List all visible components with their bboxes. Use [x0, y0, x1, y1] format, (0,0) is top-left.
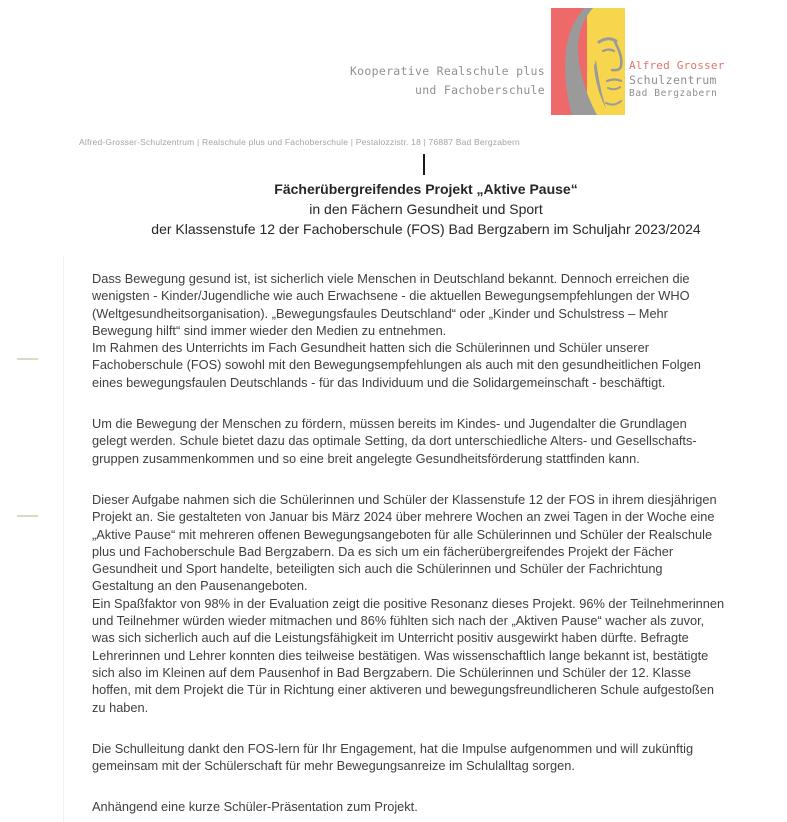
body-line: Dieser Aufgabe nahmen sich die Schülerinnen und Schüler der Klassenstufe 12 der FOS in ihrem diesjährigen	[92, 491, 717, 507]
body-line: Lehrerinnen und Lehrer konnten dies teilweise bestätigen. Was wissenschaftlich lange bekannt ist, bestätigte	[92, 647, 709, 663]
school-type-line2: und Fachoberschule	[414, 83, 545, 97]
paragraph-4	[92, 740, 752, 775]
title-line2: in den Fächern Gesundheit und Sport	[309, 201, 543, 217]
body-line: gelegt werden. Schule bietet dazu das optimale Setting, da dort unterschiedliche Alters- und Gesellschafts-	[92, 433, 697, 449]
school-name-line2: Schulzentrum	[629, 73, 717, 87]
paragraph-5	[92, 798, 752, 815]
fold-mark-upper	[17, 358, 38, 360]
body-line: hoffen, mit dem Projekt die Tür in Richtung einer aktiveren und bewegungsfreundlicheren Schule aufgestoßen	[92, 682, 714, 698]
body-line: Ein Spaßfaktor von 98% in der Evaluation zeigt die positive Resonanz dieses Projekt. 96% der Teilnehmerinnen	[92, 595, 725, 611]
body-line: Fachoberschule (FOS) sowohl mit den Bewegungsempfehlungen als auch mit den gesundheitlichen Folgen	[92, 357, 701, 373]
body-line: gruppen zusammenkommen und so eine breit angelegte Gesundheitsförderung stattfinden kann.	[92, 450, 640, 466]
document-title	[65, 179, 787, 239]
body-line: und Teilnehmer würden wieder mitmachen und 86% fühlten sich nach der „Aktiven Pause“ wacher als zuvor,	[92, 613, 705, 629]
paragraph-2	[92, 415, 752, 467]
body-line: Gestaltung an den Pausenangeboten.	[92, 578, 308, 594]
paragraph-1	[92, 270, 752, 391]
paragraph-3	[92, 491, 752, 716]
title-line3: der Klassenstufe 12 der Fachoberschule (FOS) Bad Bergzabern im Schuljahr 2023/2024	[151, 221, 701, 237]
body-line: Gesundheit und Sport handelte, beteiligten sich auch die Schülerinnen und Schüler der Fachrichtung	[92, 561, 663, 577]
letter-body	[92, 270, 752, 816]
body-line: wenigsten - Kinder/Jugendliche wie auch Erwachsene - die aktuellen Bewegungsempfehlungen der WHO	[92, 288, 690, 304]
body-line: Anhängend eine kurze Schüler-Präsentation zum Projekt.	[92, 799, 418, 815]
school-name-block	[629, 59, 725, 100]
body-line: zu haben.	[92, 699, 149, 715]
body-line: Um die Bewegung der Menschen zu fördern, müssen bereits im Kindes- und Jugendalter die Grundlagen	[92, 416, 687, 432]
body-line: Projekt an. Sie gestalteten von Januar bis März 2024 über mehrere Wochen an zwei Tagen in der Woche eine	[92, 509, 715, 525]
fold-mark-center	[423, 154, 425, 175]
school-logo-icon	[551, 8, 625, 115]
fold-mark-lower	[17, 515, 38, 517]
body-line: Dass Bewegung gesund ist, ist sicherlich viele Menschen in Deutschland bekannt. Dennoch erreichen die	[92, 271, 690, 286]
body-line: plus und Fachoberschule Bad Bergzabern. Da es sich um ein fächerübergreifendes Projekt der Fächer	[92, 543, 674, 559]
body-line: (Weltgesundheitsorganisation). „Bewegungsfaules Deutschland“ oder „Kinder und Schulstress – Mehr	[92, 305, 668, 321]
school-name-line3: Bad Bergzabern	[629, 88, 718, 99]
body-line: Im Rahmen des Unterrichts im Fach Gesundheit hatten sich die Schülerinnen und Schüler unserer	[92, 340, 649, 356]
body-line: sich also im Kleinen auf dem Pausenhof in Bad Bergzabern. Die Schülerinnen und Schüler der 12. Klasse	[92, 664, 691, 680]
body-line: gemeinsam mit der Schülerschaft für mehr Bewegungsanreize im Schulalltag sorgen.	[92, 758, 575, 774]
title-line1: Fächerübergreifendes Projekt „Aktive Pause“	[274, 181, 578, 197]
body-line: „Aktive Pause“ mit mehreren offenen Bewegungsangeboten für alle Schülerinnen und Schüler der Realschule	[92, 526, 713, 542]
body-line: Die Schulleitung dankt den FOS-lern für Ihr Engagement, hat die Impulse aufgenommen und will zukünftig	[92, 740, 694, 756]
school-type-label	[300, 62, 545, 100]
body-line: eines bewegungsfaulen Deutschlands - für das Individuum und die Solidargemeinschaft - beschäftigt.	[92, 374, 666, 390]
school-name-line1: Alfred Grosser	[629, 59, 725, 72]
body-line: was sich sicherlich auch auf die Leistungsfähigkeit im Unterricht positiv ausgewirkt haben dürfte. Befragte	[92, 630, 689, 646]
sender-address-line: Alfred-Grosser-Schulzentrum | Realschule plus und Fachoberschule | Pestalozzistr. 18 | 76887 Bad Bergzabern	[79, 137, 520, 147]
page-frame-line	[63, 256, 64, 822]
alfred-grosser-portrait-icon	[551, 8, 625, 115]
body-line: Bewegung hilft“ sind immer wieder den Medien zu entnehmen.	[92, 322, 447, 338]
school-type-line1: Kooperative Realschule plus	[349, 64, 545, 78]
